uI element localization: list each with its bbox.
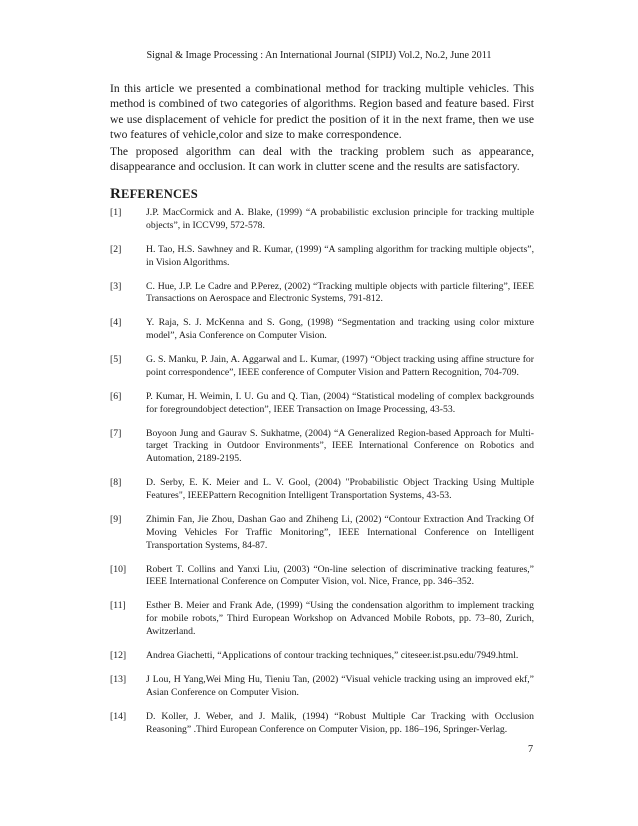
reference-number: [5]: [110, 354, 122, 366]
reference-text: P. Kumar, H. Weimin, I. U. Gu and Q. Tian, (2004) “Statistical modeling of complex backgrounds for foregroundobject detection”, IEEE Transaction on Image Processing, 43-53.: [146, 390, 534, 415]
references-list: [110, 207, 534, 736]
reference-text: D. Serby, E. K. Meier and L. V. Gool, (2004) "Probabilistic Object Tracking Using Multiple Features", IEEEPattern Recognition Intelligent Transportation Systems, 43-53.: [146, 477, 534, 502]
reference-text: G. S. Manku, P. Jain, A. Aggarwal and L. Kumar, (1997) “Object tracking using affine structure for point correspondence”, IEEE conference of Computer Vision and Pattern Recognition, 704-709.: [146, 354, 534, 378]
reference-number: [10]: [110, 563, 127, 575]
references-heading-initial: R: [110, 186, 122, 202]
reference-number: [13]: [110, 673, 127, 685]
reference-text: Andrea Giachetti, “Applications of contour tracking techniques,” citeseer.ist.psu.edu/7949.html.: [146, 649, 519, 661]
reference-item: [110, 477, 534, 503]
reference-number: [8]: [110, 477, 122, 489]
reference-number: [3]: [110, 280, 122, 292]
reference-item: [110, 650, 534, 663]
reference-number: [7]: [110, 427, 122, 439]
reference-number: [6]: [110, 390, 122, 402]
reference-item: [110, 317, 534, 343]
reference-item: [110, 514, 534, 552]
references-heading: [110, 186, 198, 203]
reference-item: [110, 564, 534, 590]
reference-text: C. Hue, J.P. Le Cadre and P.Perez, (2002) “Tracking multiple objects with particle filtering”, IEEE Transactions on Aerospace and Electronic Systems, 791-812.: [146, 280, 534, 305]
reference-text: Robert T. Collins and Yanxi Liu, (2003) “On-line selection of discriminative tracking features,” IEEE International Conference on Computer Vision, vol. Nice, France, pp. 346–352.: [146, 563, 534, 588]
conclusion-paragraph-2: The proposed algorithm can deal with the tracking problem such as appearance, disappearance and occlusion. It can work in clutter scene and the results are satisfactory.: [110, 145, 534, 174]
reference-text: H. Tao, H.S. Sawhney and R. Kumar, (1999) “A sampling algorithm for tracking multiple objects”, in Vision Algorithms.: [146, 243, 534, 268]
reference-item: [110, 600, 534, 638]
running-header: Signal & Image Processing : An International Journal (SIPIJ) Vol.2, No.2, June 2011: [146, 50, 492, 61]
reference-item: [110, 674, 534, 700]
reference-number: [2]: [110, 243, 122, 255]
reference-item: [110, 391, 534, 417]
conclusion-paragraph-1: In this article we presented a combinational method for tracking multiple vehicles. This method is combined of two categories of algorithms. Region based and feature based. First we use displacement of vehicle for predict the position of it in the next frame, then we use two features of vehicle,color and size to make correspondence.: [110, 82, 534, 141]
reference-text: J.P. MacCormick and A. Blake, (1999) “A probabilistic exclusion principle for tracking multiple objects”, in ICCV99, 572-578.: [146, 207, 534, 231]
reference-text: J Lou, H Yang,Wei Ming Hu, Tieniu Tan, (2002) “Visual vehicle tracking using an improved ekf,” Asian Conference on Computer Vision.: [146, 673, 534, 698]
page-number: 7: [528, 744, 534, 755]
reference-item: [110, 281, 534, 307]
reference-item: [110, 428, 534, 466]
reference-number: [14]: [110, 710, 127, 722]
reference-item: [110, 244, 534, 270]
reference-text: Y. Raja, S. J. McKenna and S. Gong, (1998) “Segmentation and tracking using color mixture model”, Asia Conference on Computer Vision.: [146, 317, 534, 342]
reference-item: [110, 207, 534, 233]
reference-number: [11]: [110, 600, 126, 612]
reference-number: [12]: [110, 649, 127, 661]
reference-text: Esther B. Meier and Frank Ade, (1999) “Using the condensation algorithm to implement tracking for mobile robots,” Third European Workshop on Advanced Mobile Robots, pp. 73–80, Zurich, Awitzerland.: [146, 600, 534, 637]
reference-number: [9]: [110, 514, 122, 526]
reference-text: Zhimin Fan, Jie Zhou, Dashan Gao and Zhiheng Li, (2002) “Contour Extraction And Tracking Of Moving Vehicles For Traffic Monitoring”, IEEE International Conference on Intelligent Transportation Systems, 84-87.: [146, 514, 534, 551]
reference-text: Boyoon Jung and Gaurav S. Sukhatme, (2004) “A Generalized Region-based Approach for Multi-target Tracking in Outdoor Environments”, IEEE International Conference on Robotics and Automation, 2189-2195.: [146, 427, 534, 465]
references-heading-rest: EFERENCES: [121, 187, 198, 201]
reference-item: [110, 354, 534, 380]
reference-text: D. Koller, J. Weber, and J. Malik, (1994) “Robust Multiple Car Tracking with Occlusion Reasoning” .Third European Conference on Computer Vision, pp. 186–196, Springer-Verlag.: [146, 710, 534, 735]
reference-number: [4]: [110, 317, 122, 329]
reference-number: [1]: [110, 207, 122, 218]
reference-item: [110, 711, 534, 737]
